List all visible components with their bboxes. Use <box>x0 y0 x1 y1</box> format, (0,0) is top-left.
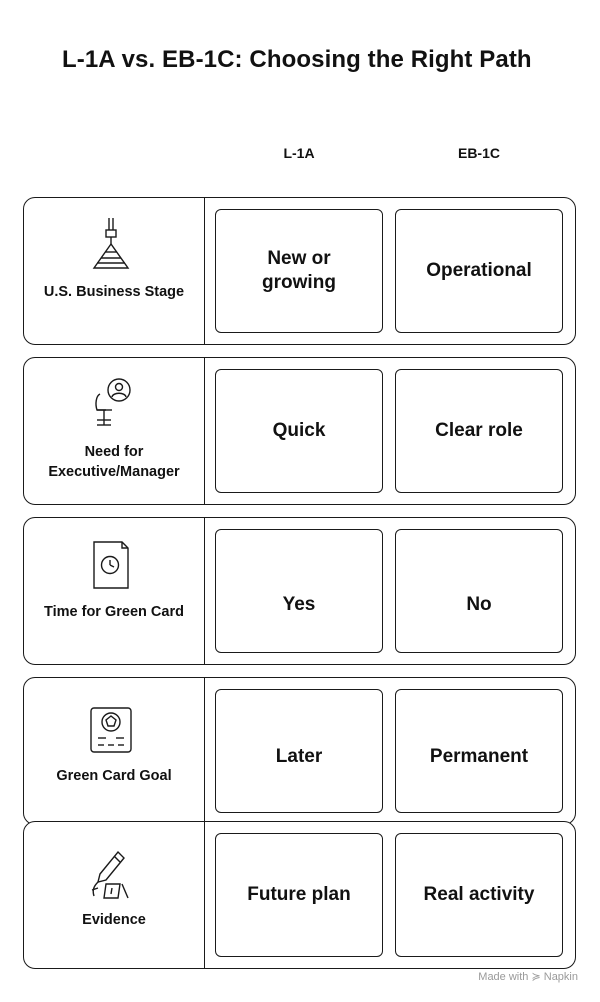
cell-l1a: Later <box>215 689 383 813</box>
row-label: Evidence <box>82 912 146 928</box>
green-card-icon <box>84 704 138 758</box>
row-divider <box>204 198 205 344</box>
row-label: Green Card Goal <box>56 768 172 784</box>
cell-eb1c: No <box>395 529 563 653</box>
cell-eb1c: Operational <box>395 209 563 333</box>
comparison-row-time-green-card <box>23 517 576 665</box>
column-header-eb1c: EB-1C <box>457 145 500 161</box>
row-label: Time for Green Card <box>44 604 184 620</box>
column-header-l1a: L-1A <box>283 145 315 161</box>
row-label-area <box>24 518 204 664</box>
evidence-pen-icon <box>84 850 138 904</box>
cell-eb1c: Permanent <box>395 689 563 813</box>
cell-l1a: Quick <box>215 369 383 493</box>
row-label: U.S. Business Stage <box>43 284 185 300</box>
row-label: Need for Executive/Manager <box>48 444 180 480</box>
cell-eb1c: Clear role <box>395 369 563 493</box>
cell-l1a: Future plan <box>215 833 383 957</box>
row-divider <box>204 518 205 664</box>
row-label-area <box>24 358 204 504</box>
row-label-area <box>24 822 204 968</box>
executive-chair-icon <box>84 376 138 430</box>
row-divider <box>204 358 205 504</box>
cell-l1a: New or growing <box>215 209 383 333</box>
cell-eb1c: Real activity <box>395 833 563 957</box>
row-label-area <box>24 678 204 824</box>
comparison-row-evidence <box>23 821 576 969</box>
row-divider <box>204 678 205 824</box>
clock-document-icon <box>84 538 138 592</box>
row-divider <box>204 822 205 968</box>
cell-l1a: Yes <box>215 529 383 653</box>
page-title: L-1A vs. EB-1C: Choosing the Right Path <box>62 46 532 73</box>
napkin-watermark: Made with ≽ Napkin <box>478 971 578 983</box>
row-label-area <box>24 198 204 344</box>
comparison-row-executive <box>23 357 576 505</box>
comparison-row-green-card-goal <box>23 677 576 825</box>
comparison-row-business-stage <box>23 197 576 345</box>
business-stage-icon <box>84 216 138 270</box>
